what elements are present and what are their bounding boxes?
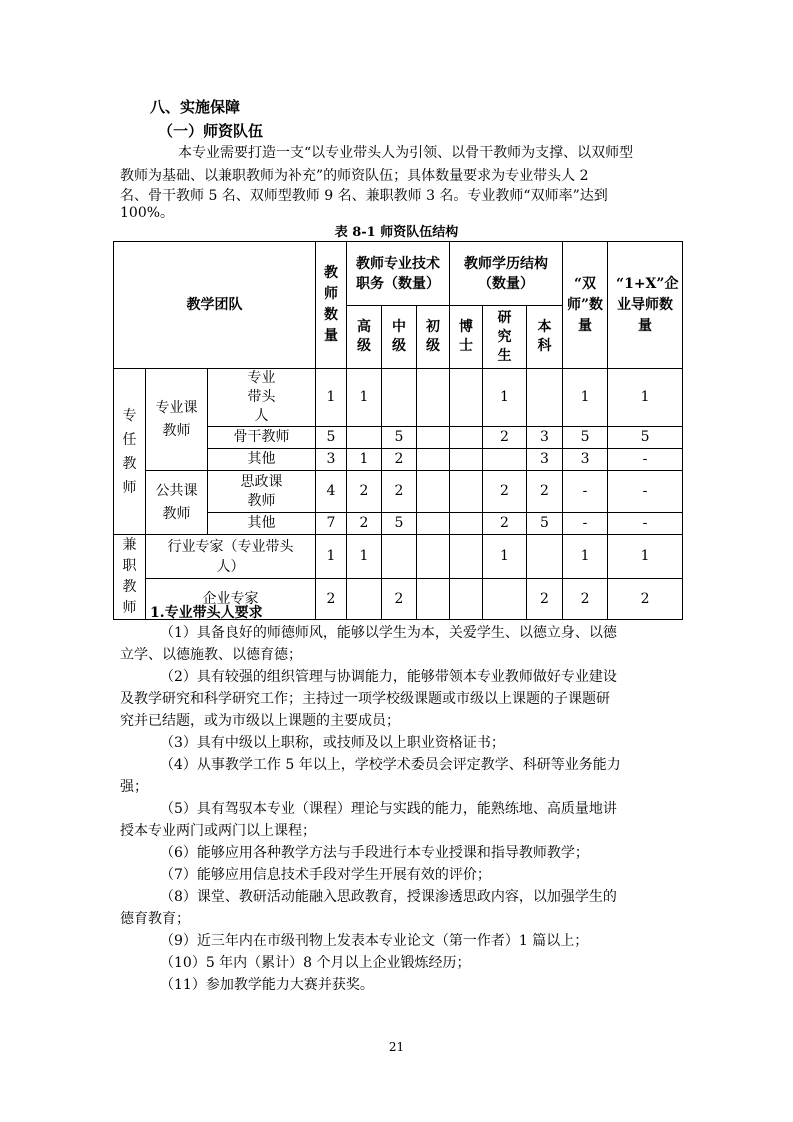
subsection-heading: （一）师资队伍	[158, 122, 264, 140]
list-item: （8）课堂、教研活动能融入思政教育，授课渗透思政内容，以加强学生的	[160, 889, 617, 905]
header-junior: 初级	[417, 306, 450, 369]
section-heading: 八、实施保障	[150, 98, 241, 116]
cell-doctor	[450, 427, 483, 449]
cell-dual: 3	[563, 449, 608, 471]
page-number: 21	[388, 1040, 405, 1054]
group-fulltime: 专任教师	[114, 369, 146, 535]
header-title-group: 教师专业技术职务（数量）	[347, 242, 450, 306]
table-row	[114, 369, 683, 427]
cell-enterprise: 5	[608, 427, 683, 449]
list-item-cont: 立学、以德施教、以德育德；	[120, 647, 302, 663]
cell-count: 3	[316, 449, 347, 471]
header-count: 教师数量	[316, 242, 347, 369]
list-item: （9）近三年内在市级刊物上发表本专业论文（第一作者）1 篇以上；	[160, 933, 589, 949]
cell-master	[483, 579, 527, 620]
header-bachelor: 本科	[527, 306, 563, 369]
cell-dual: 1	[563, 535, 608, 579]
cell-doctor	[450, 369, 483, 427]
cell-doctor	[450, 471, 483, 513]
list-item: （10）5 年内（累计）8 个月以上企业锻炼经历；	[160, 955, 471, 971]
staff-structure-table	[113, 241, 683, 620]
header-master: 研究生	[483, 306, 527, 369]
cell-middle: 2	[382, 449, 417, 471]
header-edu-group: 教师学历结构（数量）	[450, 242, 563, 306]
list-item-cont: 究并已结题，或为市级以上课题的主要成员；	[120, 713, 400, 729]
cell-doctor	[450, 579, 483, 620]
cell-senior: 1	[347, 369, 382, 427]
cell-junior	[417, 449, 450, 471]
cell-senior: 1	[347, 449, 382, 471]
cell-dual: 1	[563, 369, 608, 427]
cell-junior	[417, 471, 450, 513]
cell-enterprise: 1	[608, 369, 683, 427]
cell-master: 2	[483, 513, 527, 535]
cell-master: 2	[483, 471, 527, 513]
cell-middle	[382, 535, 417, 579]
cell-middle	[382, 369, 417, 427]
list-item-cont: 授本专业两门或两门以上课程；	[120, 823, 316, 839]
list-item: （3）具有中级以上职称，或技师及以上职业资格证书；	[160, 735, 505, 751]
cell-senior: 2	[347, 513, 382, 535]
cell-junior	[417, 513, 450, 535]
list-item-cont: 德育教育；	[120, 911, 190, 927]
row-label: 其他	[208, 513, 316, 535]
cell-doctor	[450, 535, 483, 579]
table-row	[114, 535, 683, 579]
intro-line-1: 本专业需要打造一支“以专业带头人为引领、以骨干教师为支撑、以双师型	[178, 145, 634, 161]
cell-dual: 5	[563, 427, 608, 449]
cell-bachelor: 3	[527, 449, 563, 471]
intro-line-3: 名、骨干教师 5 名、双师型教师 9 名、兼职教师 3 名。专业教师“双师率”达到	[120, 188, 608, 204]
cell-master	[483, 449, 527, 471]
cell-count: 4	[316, 471, 347, 513]
row-label: 其他	[208, 449, 316, 471]
row-label: 专业带头人	[208, 369, 316, 427]
header-senior: 高级	[347, 306, 382, 369]
cell-master: 1	[483, 535, 527, 579]
cell-middle: 2	[382, 471, 417, 513]
header-doctor: 博士	[450, 306, 483, 369]
subgroup-public: 公共课教师	[146, 471, 208, 535]
group-parttime: 兼职教师	[114, 535, 146, 620]
cell-enterprise: 1	[608, 535, 683, 579]
list-item-cont: 强；	[120, 779, 148, 795]
header-enterprise: “1+X”企业导师数量	[608, 242, 683, 369]
row-label: 思政课教师	[208, 471, 316, 513]
header-team: 教学团队	[114, 242, 316, 369]
cell-count: 1	[316, 369, 347, 427]
row-label: 企业专家	[146, 579, 316, 620]
cell-enterprise: -	[608, 449, 683, 471]
list-item: （4）从事教学工作 5 年以上，学校学术委员会评定教学、科研等业务能力	[160, 757, 621, 773]
list-item: （2）具有较强的组织管理与协调能力，能够带领本专业教师做好专业建设	[160, 669, 617, 685]
cell-senior	[347, 427, 382, 449]
row-label: 骨干教师	[208, 427, 316, 449]
cell-master: 2	[483, 427, 527, 449]
intro-line-4: 100%。	[120, 205, 175, 221]
table-caption: 表 8-1 师资队伍结构	[334, 225, 459, 240]
cell-middle: 5	[382, 513, 417, 535]
cell-junior	[417, 535, 450, 579]
cell-junior	[417, 427, 450, 449]
cell-dual: -	[563, 513, 608, 535]
cell-count: 5	[316, 427, 347, 449]
cell-count: 2	[316, 579, 347, 620]
cell-enterprise: 2	[608, 579, 683, 620]
list-item: （5）具有驾驭本专业（课程）理论与实践的能力，能熟练地、高质量地讲	[160, 801, 617, 817]
cell-count: 7	[316, 513, 347, 535]
cell-dual: -	[563, 471, 608, 513]
requirements-list	[120, 622, 680, 996]
cell-bachelor: 5	[527, 513, 563, 535]
cell-senior: 2	[347, 471, 382, 513]
cell-count: 1	[316, 535, 347, 579]
cell-middle: 2	[382, 579, 417, 620]
cell-bachelor: 2	[527, 579, 563, 620]
cell-middle: 5	[382, 427, 417, 449]
cell-enterprise: -	[608, 513, 683, 535]
cell-junior	[417, 369, 450, 427]
list-item: （11）参加教学能力大赛并获奖。	[160, 977, 374, 993]
list-item-cont: 及教学研究和科学研究工作；主持过一项学校级课题或市级以上课题的子课题研	[120, 691, 610, 707]
cell-junior	[417, 579, 450, 620]
list-item: （6）能够应用各种教学方法与手段进行本专业授课和指导教师教学；	[160, 845, 589, 861]
header-middle: 中级	[382, 306, 417, 369]
cell-enterprise: -	[608, 471, 683, 513]
row-label: 行业专家（专业带头人）	[146, 535, 316, 579]
cell-senior: 1	[347, 535, 382, 579]
table-row	[114, 471, 683, 513]
list-item: （1）具备良好的师德师风，能够以学生为本，关爱学生、以德立身、以德	[160, 625, 617, 641]
cell-doctor	[450, 449, 483, 471]
subgroup-professional: 专业课教师	[146, 369, 208, 471]
intro-line-2: 教师为基础、以兼职教师为补充”的师资队伍；具体数量要求为专业带头人 2	[120, 168, 589, 184]
cell-doctor	[450, 513, 483, 535]
cell-dual: 2	[563, 579, 608, 620]
cell-bachelor	[527, 535, 563, 579]
cell-bachelor: 2	[527, 471, 563, 513]
list-item: （7）能够应用信息技术手段对学生开展有效的评价；	[160, 867, 491, 883]
cell-bachelor: 3	[527, 427, 563, 449]
cell-bachelor	[527, 369, 563, 427]
cell-senior	[347, 579, 382, 620]
cell-master: 1	[483, 369, 527, 427]
header-dual: “双师”数量	[563, 242, 608, 369]
requirements-title: 1.专业带头人要求	[150, 605, 263, 621]
